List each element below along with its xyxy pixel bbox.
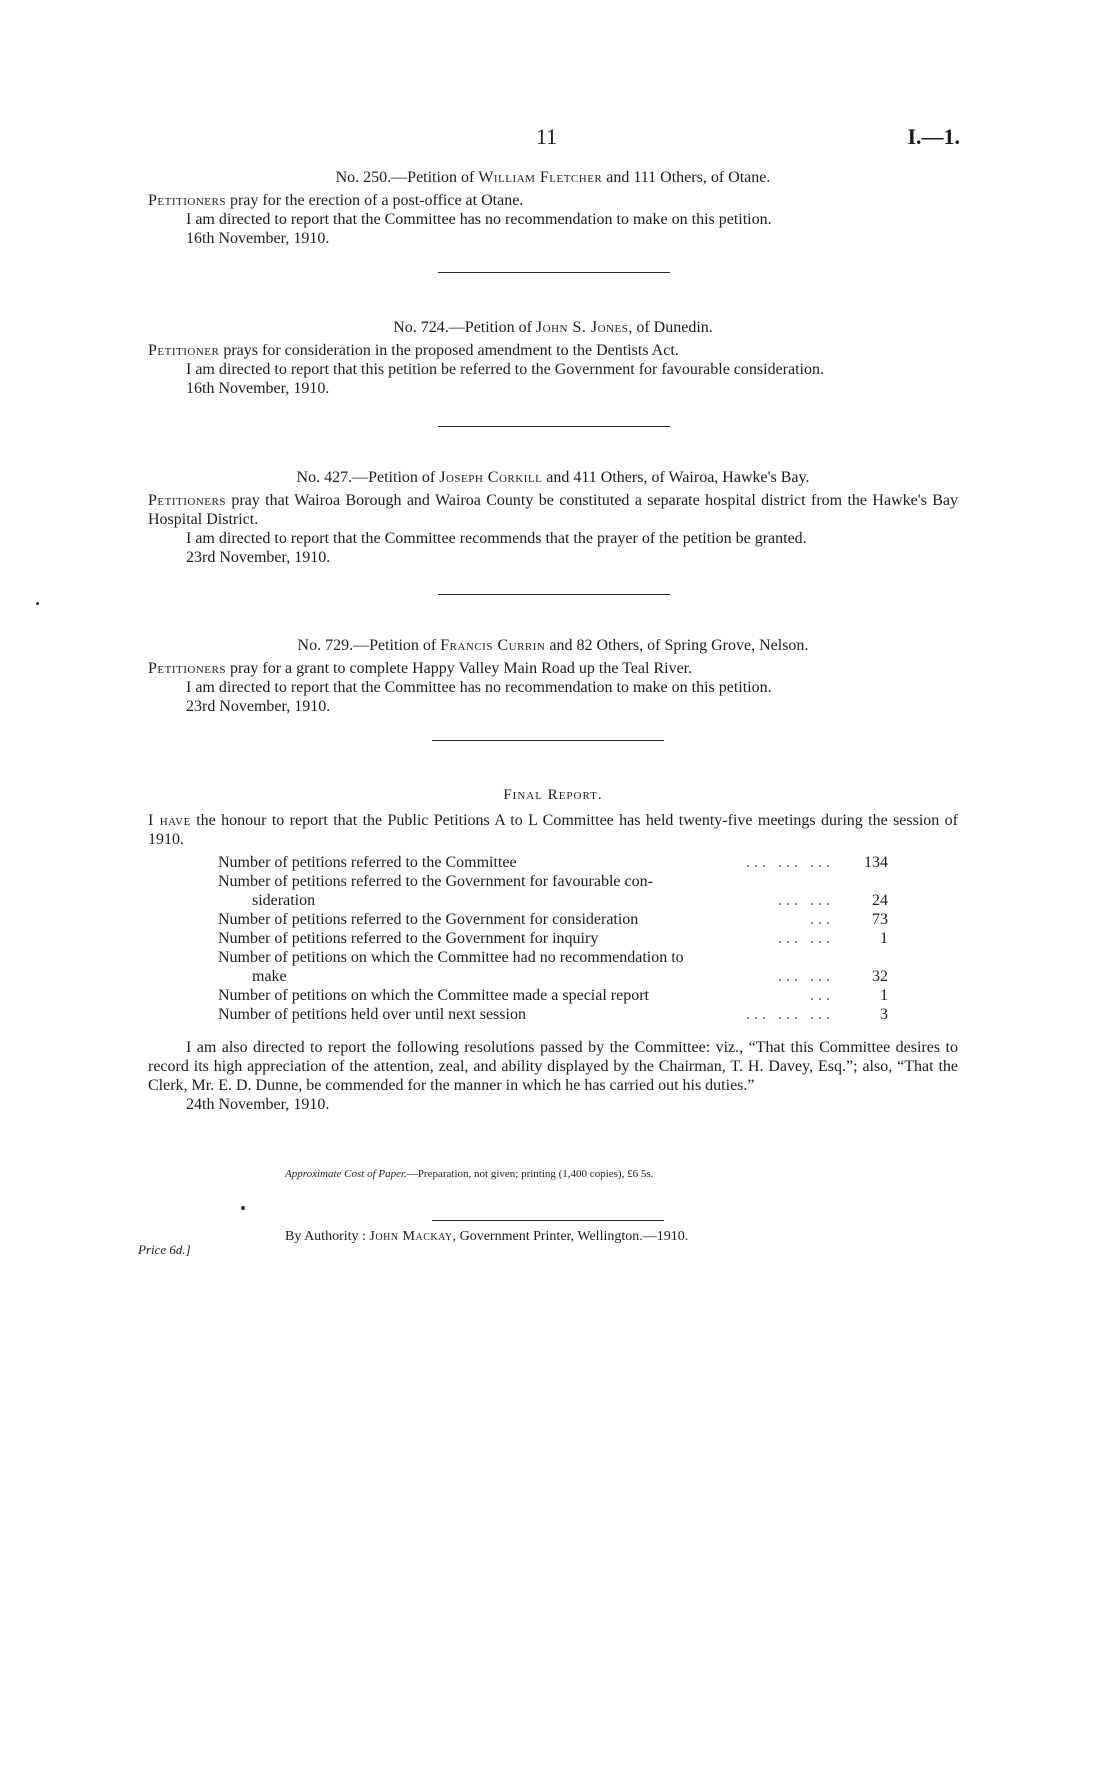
petition-report: I am directed to report that the Committee has no recommendation to make on this petition. [186, 679, 772, 696]
scan-speck [36, 602, 39, 605]
petitioner-name: Joseph Corkill [439, 469, 543, 486]
petition-entry [148, 468, 958, 567]
stat-value: 3 [880, 1006, 888, 1023]
stat-row [218, 929, 888, 948]
petition-prayer: Petitioners pray for the erection of a post-office at Otane. [148, 192, 524, 209]
leader-dots: ... ... [778, 892, 834, 909]
petition-title: No. 729.—Petition of Francis Currin and 82 Others, of Spring Grove, Nelson. [297, 637, 809, 654]
petition-prayer: Petitioners pray for a grant to complete Happy Valley Main Road up the Teal River. [148, 660, 693, 677]
page-number: 11 [536, 124, 558, 149]
section-divider [432, 740, 664, 741]
scan-speck [241, 1206, 245, 1210]
final-report-resolution: I am also directed to report the following resolutions passed by the Committee: viz., “That this Committee desires to record its high appreciation of the attention, zeal, and ability displayed by the Chairman, T. H. Davey, Esq.”; also, “That the Clerk, Mr. E. D. Dunne, be commended for the manner in which he has carried out his duties.” [148, 1039, 958, 1094]
leader-dots: ... [810, 911, 834, 928]
petition-entry [148, 636, 958, 716]
printer-name: John Mackay [369, 1229, 453, 1244]
stat-label: Number of petitions on which the Committee had no recommendation to make [218, 949, 684, 985]
cost-of-paper: Approximate Cost of Paper.—Preparation, not given; printing (1,400 copies), £6 5s. [285, 1168, 654, 1180]
page-header [0, 124, 1114, 154]
petitioner-name: Francis Currin [440, 637, 546, 654]
stat-label: Number of petitions referred to the Government for favourable con- sideration [218, 873, 653, 909]
stat-row [218, 1005, 888, 1024]
leader-dots: ... [810, 987, 834, 1004]
petition-report: I am directed to report that this petition be referred to the Government for favourable consideration. [186, 361, 824, 378]
petition-prayer: Petitioner prays for consideration in the proposed amendment to the Dentists Act. [148, 342, 679, 359]
petition-prayer: Petitioners pray that Wairoa Borough and Wairoa County be constituted a separate hospital district from the Hawke's Bay Hospital District. [148, 492, 959, 528]
stat-value: 24 [872, 892, 888, 909]
petitioner-name: William Fletcher [478, 169, 603, 186]
final-report-intro: I have the honour to report that the Public Petitions A to L Committee has held twenty-five meetings during the session of 1910. [148, 812, 959, 848]
petition-title: No. 724.—Petition of John S. Jones, of Dunedin. [393, 319, 713, 336]
stat-value: 73 [872, 911, 888, 928]
petition-entry [148, 318, 958, 398]
petition-report: I am directed to report that the Committee has no recommendation to make on this petition. [186, 211, 772, 228]
stat-label: Number of petitions referred to the Committee [218, 854, 517, 871]
price-label: Price 6d.] [138, 1242, 191, 1257]
petitioner-name: John S. Jones [535, 319, 629, 336]
leader-dots: ... ... [778, 930, 834, 947]
section-divider [438, 426, 670, 427]
stat-row [218, 948, 888, 986]
document-reference: I.—1. [907, 124, 960, 149]
petition-title: No. 250.—Petition of William Fletcher and 111 Others, of Otane. [335, 169, 771, 186]
leader-dots: ... ... ... [746, 1006, 834, 1023]
final-report-title: Final Report. [503, 787, 603, 803]
stat-row [218, 872, 888, 910]
petition-date: 23rd November, 1910. [186, 698, 331, 715]
stat-label: Number of petitions held over until next session [218, 1006, 526, 1023]
stat-value: 1 [880, 987, 888, 1004]
leader-dots: ... ... [778, 968, 834, 985]
petition-statistics [218, 853, 888, 1024]
stat-value: 32 [872, 968, 888, 985]
stat-row [218, 853, 888, 872]
petition-date: 16th November, 1910. [186, 380, 330, 397]
stat-label: Number of petitions on which the Committee made a special report [218, 987, 649, 1004]
petition-entry [148, 168, 958, 248]
final-report-date: 24th November, 1910. [186, 1096, 330, 1113]
section-divider [438, 594, 670, 595]
stat-row [218, 986, 888, 1005]
final-report [148, 786, 958, 1114]
footer-divider [432, 1220, 664, 1221]
leader-dots: ... ... ... [746, 854, 834, 871]
stat-row [218, 910, 888, 929]
petition-report: I am directed to report that the Committee recommends that the prayer of the petition be granted. [186, 530, 807, 547]
printer-authority: By Authority : John Mackay, Government Printer, Wellington.—1910. [285, 1229, 689, 1244]
section-divider [438, 272, 670, 273]
stat-value: 134 [864, 854, 888, 871]
stat-value: 1 [880, 930, 888, 947]
stat-label: Number of petitions referred to the Government for inquiry [218, 930, 599, 947]
stat-label: Number of petitions referred to the Government for consideration [218, 911, 639, 928]
petition-date: 23rd November, 1910. [186, 549, 331, 566]
petition-date: 16th November, 1910. [186, 230, 330, 247]
petition-title: No. 427.—Petition of Joseph Corkill and 411 Others, of Wairoa, Hawke's Bay. [296, 469, 810, 486]
